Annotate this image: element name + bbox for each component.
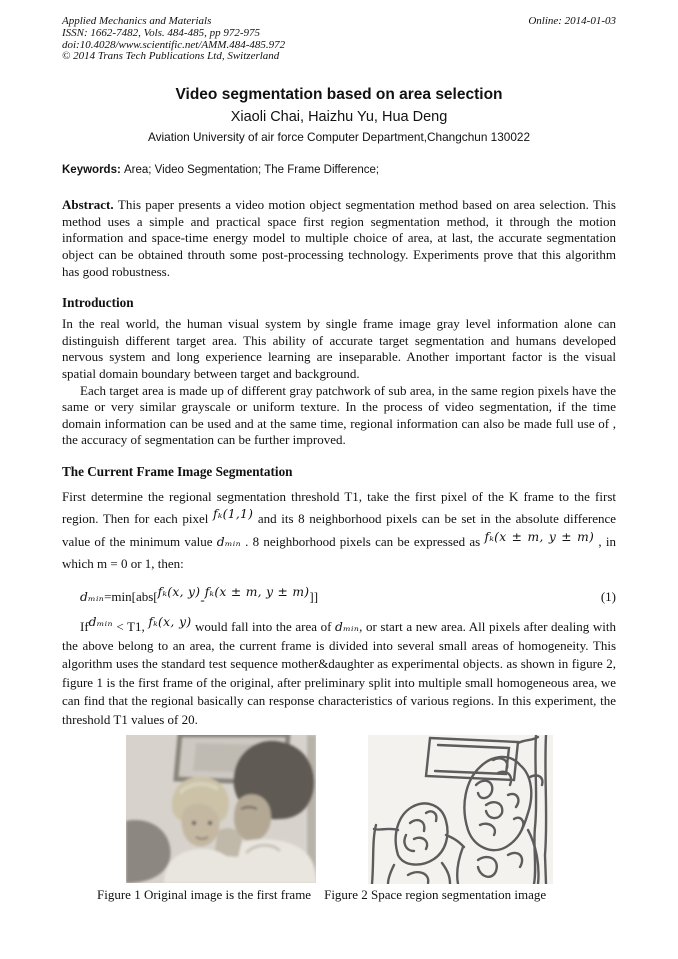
abstract-paragraph: Abstract. This paper presents a video motion object segmentation method based on area selection. This method uses a simple and practical space first region segmentation method, it through the motion information and space-time energy model to multiple choice of area, at last, the accurate segmentation object can be obtained throuth some post-processing technology. Experiments prove that this algorithm has good robustness.	[62, 197, 616, 279]
journal-name: Applied Mechanics and Materials	[62, 15, 212, 27]
equation-1-number: (1)	[600, 588, 616, 604]
section-heading-current-frame: The Current Frame Image Segmentation	[62, 463, 293, 479]
journal-header	[62, 16, 616, 63]
current-frame-paragraph-1: First determine the regional segmentation threshold T1, take the first pixel of the K frame to the first region. Then for each pixel fₖ(1,1) and its 8 neighborhood pixels can be set in the absolute difference value of the minimum value dₘᵢₙ . 8 neighborhood pixels can be expressed as fₖ(x ± m, y ± m) , in which m = 0 or 1, then:	[62, 488, 616, 572]
figure-1-photo	[126, 735, 316, 883]
affiliation: Aviation University of air force Computer Department,Changchun 130022	[147, 130, 531, 145]
figure-1-original-image	[126, 735, 316, 883]
figure-2-caption: Figure 2 Space region segmentation image	[324, 887, 547, 903]
online-date: Online: 2014-01-03	[528, 15, 616, 27]
current-frame-paragraph-2: Ifdₘᵢₙ < T1, fₖ(x, y) would fall into the area of dₘᵢₙ, or start a new area. All pixels after dealing with the above belong to an area, the current frame is divided into several small areas of homogeneity. This algorithm uses the standard test sequence mother&daughter as experimental objects. as shown in figure 2, figure 1 is the first frame of the original, after preliminary split into multiple small homogeneous area, we can find that the regional basically can response characteristics of various regions. In this experiment, the threshold T1 values of 20.	[62, 614, 617, 727]
figure-2-segmentation-image	[368, 735, 553, 884]
section-heading-introduction: Introduction	[62, 295, 134, 311]
captions-row	[97, 887, 616, 903]
journal-issn: ISSN: 1662-7482, Vols. 484-485, pp 972-975	[62, 26, 260, 39]
journal-info	[62, 16, 285, 63]
intro-paragraph-1: In the real world, the human visual system by single frame image gray level information alone can distinguish different target area. This ability of accurate target segmentation and humans developed nervous system and long experience learning are inseparable. Another important factor is the visual spatial domain boundary between target and background.	[62, 316, 616, 381]
figure-1-caption: Figure 1 Original image is the first frame	[97, 887, 312, 903]
figures-row	[62, 735, 616, 884]
journal-copyright: © 2014 Trans Tech Publications Ltd, Switzerland	[62, 50, 280, 63]
paper-title: Video segmentation based on area selection	[175, 86, 503, 104]
equation-1	[62, 585, 616, 609]
keywords-line: Keywords: Area; Video Segmentation; The Frame Difference;	[62, 164, 380, 177]
authors: Xiaoli Chai, Haizhu Yu, Hua Deng	[230, 109, 448, 126]
intro-paragraph-2: Each target area is made up of different gray patchwork of sub area, in the same region pixels have the same or very similar grayscale or uniform texture. In the process of video segmentation, if the time domain information can be used and at the same time, regional information can also be made full use of , the accuracy of segmentation can be further improved.	[62, 382, 616, 448]
figure-2-line-art	[368, 735, 553, 884]
equation-1-body: dₘᵢₙ=min[abs[fₖ(x, y)-fₖ(x ± m, y ± m)]]	[80, 584, 319, 607]
journal-doi: doi:10.4028/www.scientific.net/AMM.484-485.972	[62, 38, 286, 51]
